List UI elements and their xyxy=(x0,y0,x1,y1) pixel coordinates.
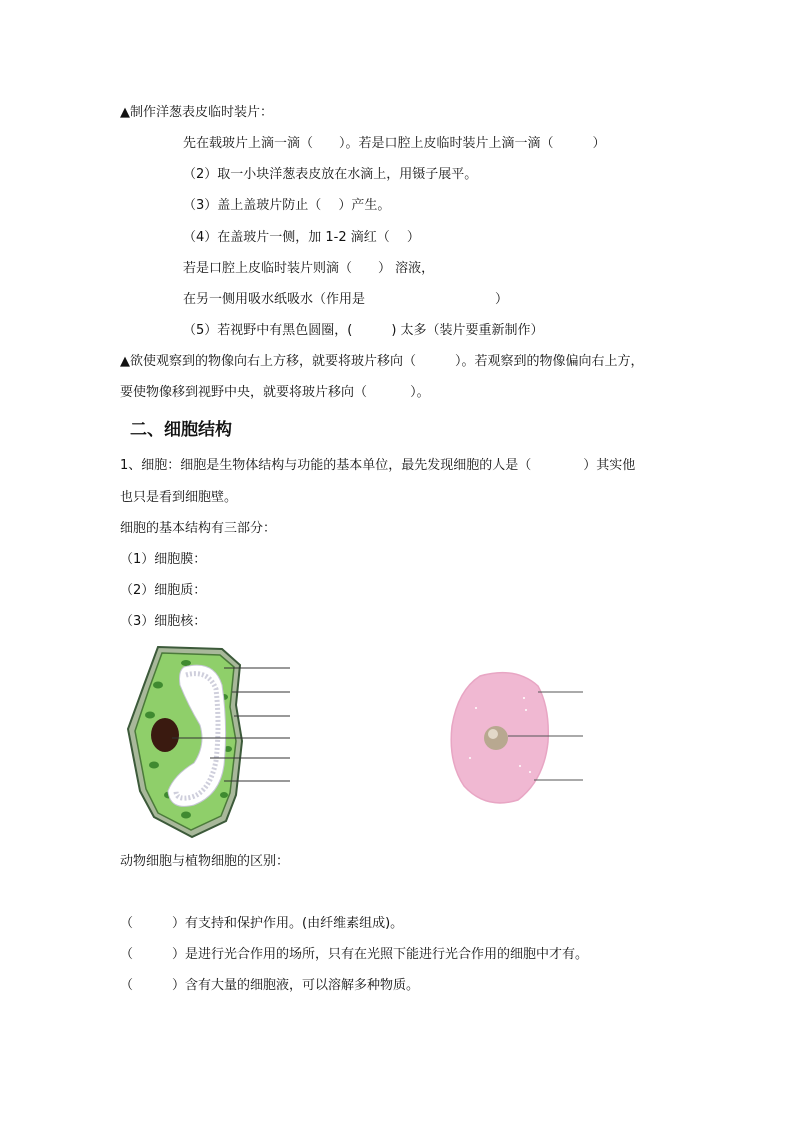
plant-cell-diagram xyxy=(124,645,294,840)
basic-structure: 细胞的基本结构有三部分： xyxy=(120,521,277,536)
step-1: 先在载玻片上滴一滴（ ）。若是口腔上皮临时装片上滴一滴（ ） xyxy=(183,136,606,151)
step-4c: 在另一侧用吸水纸吸水（作用是 ） xyxy=(183,292,509,307)
step-4b: 若是口腔上皮临时装片则滴（ ） 溶液， xyxy=(183,261,435,276)
microscope-note-line1: ▲欲使观察到的物像向右上方移，就要将玻片移向（ ）。若观察到的物像偏向右上方， xyxy=(120,354,644,369)
animal-cell-diagram xyxy=(446,668,586,808)
cell-intro-line1: 1、细胞：细胞是生物体结构与功能的基本单位，最先发现细胞的人是（ ）其实他 xyxy=(120,458,636,473)
nucleus xyxy=(151,718,179,752)
step-2: （2）取一小块洋葱表皮放在水滴上，用镊子展平。 xyxy=(183,167,478,182)
part-nucleus: （3）细胞核： xyxy=(120,614,207,629)
difference-item-3: （ ）含有大量的细胞液，可以溶解多种物质。 xyxy=(120,978,420,993)
cell-intro-line2: 也只是看到细胞壁。 xyxy=(120,490,238,505)
part-membrane: （1）细胞膜： xyxy=(120,552,207,567)
microscope-note-line2: 要使物像移到视野中央，就要将玻片移向（ ）。 xyxy=(120,385,430,400)
part-cytoplasm: （2）细胞质： xyxy=(120,583,207,598)
step-4: （4）在盖玻片一侧，加 1-2 滴红（ ） xyxy=(183,230,420,245)
onion-section-title: ▲制作洋葱表皮临时装片： xyxy=(120,105,273,120)
difference-item-2: （ ）是进行光合作用的场所，只有在光照下能进行光合作用的细胞中才有。 xyxy=(120,947,589,962)
difference-item-1: （ ）有支持和保护作用。(由纤维素组成)。 xyxy=(120,916,404,931)
section-heading: 二、细胞结构 xyxy=(130,420,232,440)
step-3: （3）盖上盖玻片防止（ ）产生。 xyxy=(183,198,391,213)
difference-title: 动物细胞与植物细胞的区别： xyxy=(120,854,290,869)
step-5: （5）若视野中有黑色圆圈，( ) 太多（装片要重新制作） xyxy=(183,323,544,338)
